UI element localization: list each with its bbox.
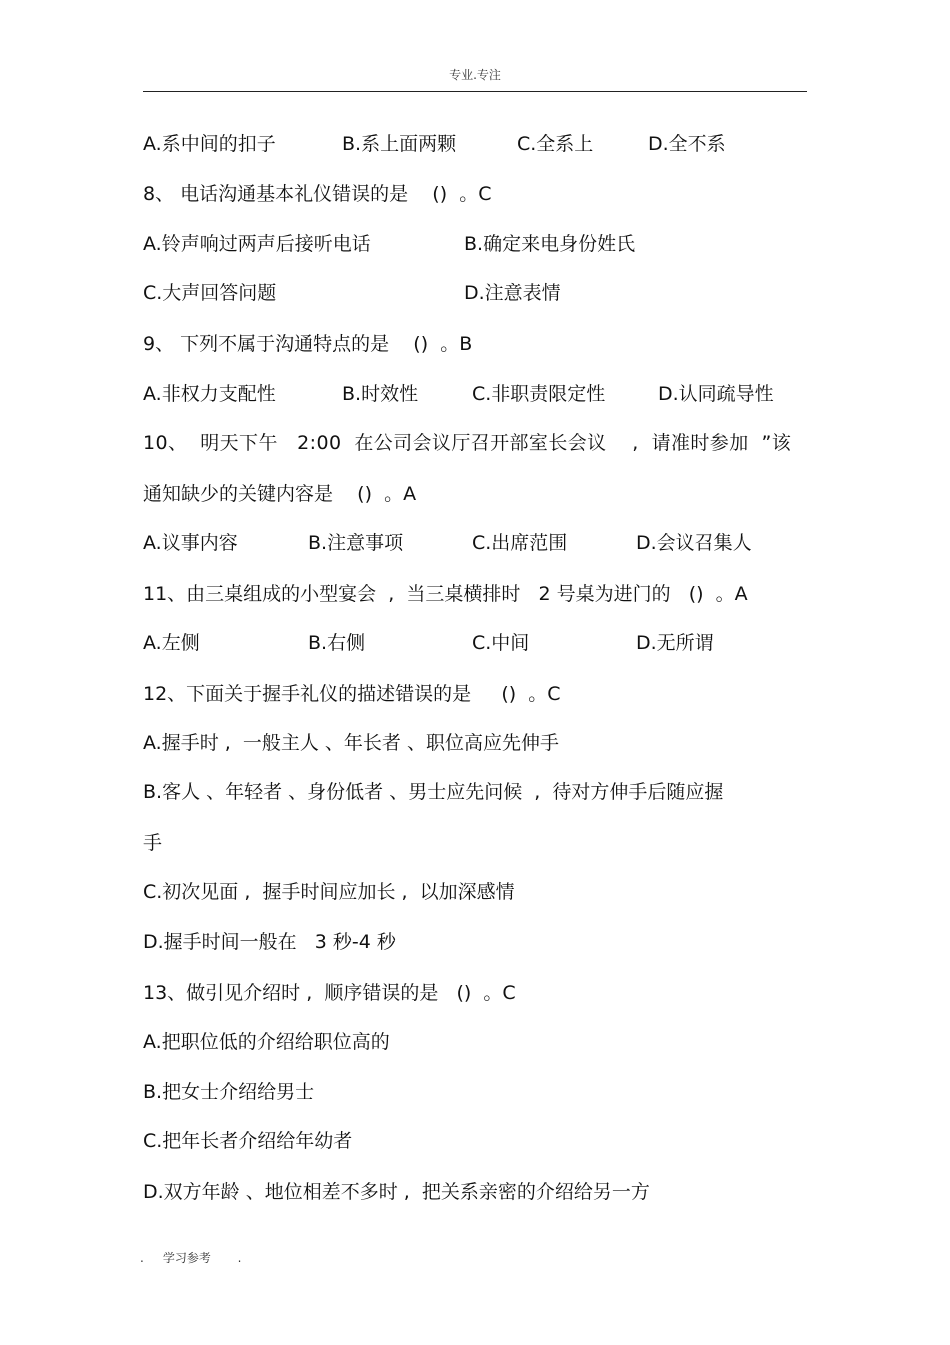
option-d: D.会议召集人 bbox=[636, 532, 752, 554]
question-9: 9、 下列不属于沟通特点的是 () 。B bbox=[143, 333, 473, 355]
option-d: D.注意表情 bbox=[464, 282, 561, 304]
option-a: A.左侧 bbox=[143, 632, 200, 654]
q12-option-a: A.握手时 , 一般主人 、年长者 、职位高应先伸手 bbox=[143, 732, 559, 754]
q13-option-c: C.把年长者介绍给年幼者 bbox=[143, 1130, 353, 1152]
option-c: C.出席范围 bbox=[472, 532, 568, 554]
option-a: A.非权力支配性 bbox=[143, 383, 276, 405]
q7-options-row bbox=[143, 129, 726, 159]
q13-option-d: D.双方年龄 、地位相差不多时 , 把关系亲密的介绍给另一方 bbox=[143, 1181, 650, 1203]
q12-option-b-line1: B.客人 、年轻者 、身份低者 、男士应先问候 , 待对方伸手后随应握 bbox=[143, 781, 724, 803]
option-b: B.系上面两颗 bbox=[342, 133, 457, 155]
q10-options-row bbox=[143, 528, 752, 558]
option-b: B.右侧 bbox=[308, 632, 366, 654]
q12-option-b-line2: 手 bbox=[143, 832, 163, 854]
q9-options-row bbox=[143, 379, 774, 409]
option-b: B.时效性 bbox=[342, 383, 419, 405]
option-c: C.中间 bbox=[472, 632, 530, 654]
option-d: D.无所谓 bbox=[636, 632, 714, 654]
question-11: 11、由三桌组成的小型宴会 , 当三桌横排时 2 号桌为进门的 () 。A bbox=[143, 583, 748, 605]
option-b: B.注意事项 bbox=[308, 532, 404, 554]
page-footer: . 学习参考 . bbox=[140, 1251, 242, 1265]
header-divider bbox=[143, 91, 807, 92]
option-d: D.全不系 bbox=[648, 133, 726, 155]
q11-options-row bbox=[143, 628, 714, 658]
question-13: 13、做引见介绍时 , 顺序错误的是 () 。C bbox=[143, 982, 516, 1004]
option-a: A.系中间的扣子 bbox=[143, 133, 276, 155]
q12-option-c: C.初次见面 , 握手时间应加长 , 以加深感情 bbox=[143, 881, 515, 903]
option-c: C.全系上 bbox=[517, 133, 594, 155]
question-12: 12、下面关于握手礼仪的描述错误的是 () 。C bbox=[143, 683, 561, 705]
option-c: C.大声回答问题 bbox=[143, 282, 277, 304]
q12-option-d: D.握手时间一般在 3 秒-4 秒 bbox=[143, 931, 396, 953]
question-10-line2: 通知缺少的关键内容是 () 。A bbox=[143, 483, 417, 505]
question-8: 8、 电话沟通基本礼仪错误的是 () 。C bbox=[143, 183, 492, 205]
option-b: B.确定来电身份姓氏 bbox=[464, 233, 636, 255]
option-c: C.非职责限定性 bbox=[472, 383, 606, 405]
q13-option-a: A.把职位低的介绍给职位高的 bbox=[143, 1031, 390, 1053]
option-a: A.铃声响过两声后接听电话 bbox=[143, 233, 371, 255]
question-10-line1: 10、 明天下午 2:00 在公司会议厅召开部室长会议 , 请准时参加 ”该 bbox=[143, 432, 792, 454]
q13-option-b: B.把女士介绍给男士 bbox=[143, 1081, 315, 1103]
option-a: A.议事内容 bbox=[143, 532, 238, 554]
q8-options-cd bbox=[143, 278, 561, 308]
option-d: D.认同疏导性 bbox=[658, 383, 774, 405]
page-header: 专业.专注 bbox=[449, 68, 501, 82]
q8-options-ab bbox=[143, 229, 636, 259]
